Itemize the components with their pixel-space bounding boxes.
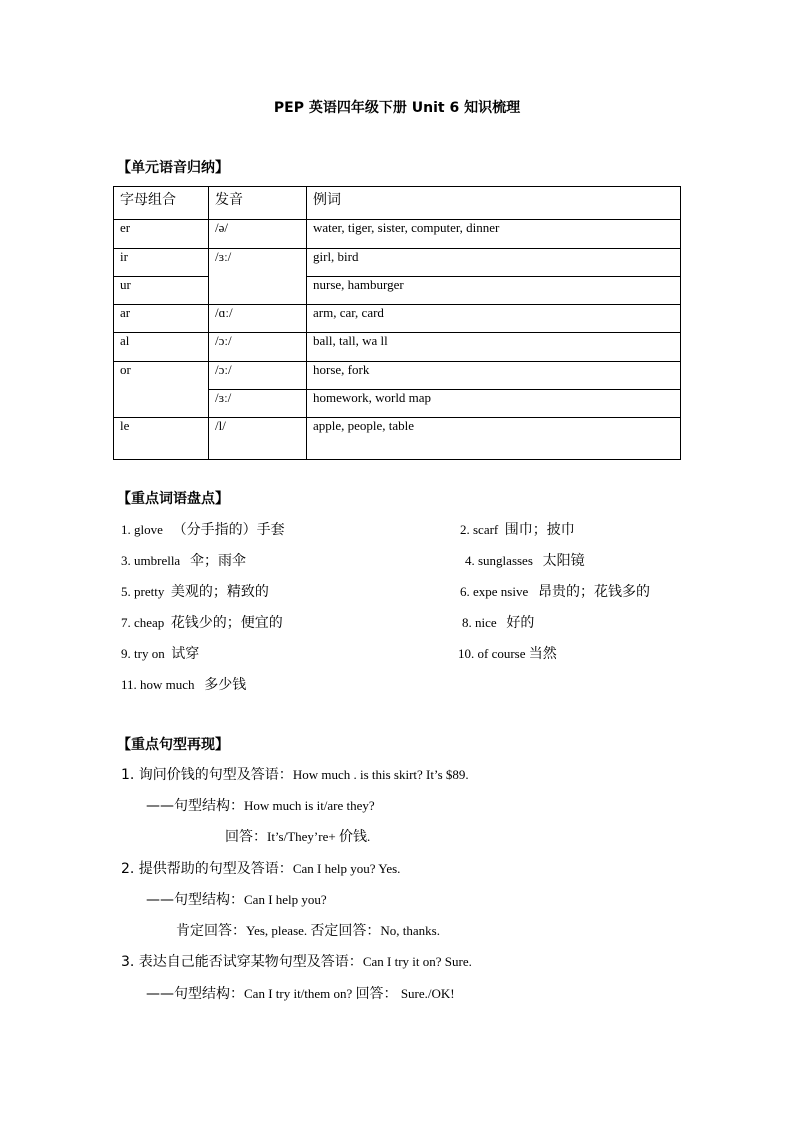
header-letter-combo: 字母组合 xyxy=(114,187,209,220)
vocab-item: 4. sunglasses 太阳镜 xyxy=(465,553,585,569)
section-heading-vocab: 【重点词语盘点】 xyxy=(117,491,229,507)
table-row xyxy=(114,305,681,333)
combo-cell: ir xyxy=(114,249,209,277)
table-row xyxy=(114,333,681,362)
sentence-line: 肯定回答：Yes, please. 否定回答：No, thanks. xyxy=(176,923,440,939)
words-cell: girl, bird xyxy=(307,249,681,277)
combo-cell: le xyxy=(114,418,209,460)
sentence-line: 回答：It’s/They’re+ 价钱. xyxy=(225,829,371,845)
combo-cell: ar xyxy=(114,305,209,333)
table-row xyxy=(114,220,681,249)
sound-cell: /ə/ xyxy=(209,220,307,249)
vocab-item: 1. glove （分手指的）手套 xyxy=(121,522,285,538)
section-heading-phonics: 【单元语音归纳】 xyxy=(117,160,229,176)
sentence-line: ——句型结构：Can I try it/them on? 回答： Sure./OK! xyxy=(146,986,455,1002)
table-row xyxy=(114,362,681,390)
sound-cell: /ɔː/ xyxy=(209,333,307,362)
words-cell: ball, tall, wa ll xyxy=(307,333,681,362)
vocab-item: 8. nice 好的 xyxy=(462,615,535,631)
header-example-words: 例词 xyxy=(307,187,681,220)
vocab-item: 11. how much 多少钱 xyxy=(121,677,247,693)
vocab-item: 5. pretty 美观的；精致的 xyxy=(121,584,269,600)
header-pronunciation: 发音 xyxy=(209,187,307,220)
sentence-line: 2. 提供帮助的句型及答语：Can I help you? Yes. xyxy=(121,861,401,877)
sound-cell: /ɔː/ xyxy=(209,362,307,390)
words-cell: apple, people, table xyxy=(307,418,681,460)
sound-cell: /ɜː/ xyxy=(209,390,307,418)
words-cell: water, tiger, sister, computer, dinner xyxy=(307,220,681,249)
words-cell: nurse, hamburger xyxy=(307,277,681,305)
table-row xyxy=(114,249,681,277)
combo-cell: al xyxy=(114,333,209,362)
vocab-item: 10. of course 当然 xyxy=(458,646,557,662)
words-cell: horse, fork xyxy=(307,362,681,390)
table-row xyxy=(114,277,681,305)
words-cell: homework, world map xyxy=(307,390,681,418)
document-title: PEP 英语四年级下册 Unit 6 知识梳理 xyxy=(273,100,521,116)
sound-cell: /l/ xyxy=(209,418,307,460)
combo-cell: er xyxy=(114,220,209,249)
sound-cell: /ɜː/ xyxy=(209,249,307,305)
sound-cell: /ɑː/ xyxy=(209,305,307,333)
words-cell: arm, car, card xyxy=(307,305,681,333)
section-heading-sentences: 【重点句型再现】 xyxy=(117,737,229,753)
sentence-line: ——句型结构：Can I help you? xyxy=(146,892,327,908)
table-header-row xyxy=(114,187,681,220)
vocab-item: 7. cheap 花钱少的；便宜的 xyxy=(121,615,283,631)
combo-cell: or xyxy=(114,362,209,418)
vocab-item: 3. umbrella 伞；雨伞 xyxy=(121,553,246,569)
sentence-line: ——句型结构：How much is it/are they? xyxy=(146,798,375,814)
vocab-item: 6. expe nsive 昂贵的；花钱多的 xyxy=(460,584,650,600)
combo-cell: ur xyxy=(114,277,209,305)
vocab-item: 9. try on 试穿 xyxy=(121,646,200,662)
sentence-line: 1. 询问价钱的句型及答语：How much . is this skirt? It’s $89. xyxy=(121,767,469,783)
phonics-table xyxy=(113,186,681,460)
vocab-item: 2. scarf 围巾；披巾 xyxy=(460,522,575,538)
table-row xyxy=(114,418,681,460)
sentence-line: 3. 表达自己能否试穿某物句型及答语：Can I try it on? Sure. xyxy=(121,954,472,970)
